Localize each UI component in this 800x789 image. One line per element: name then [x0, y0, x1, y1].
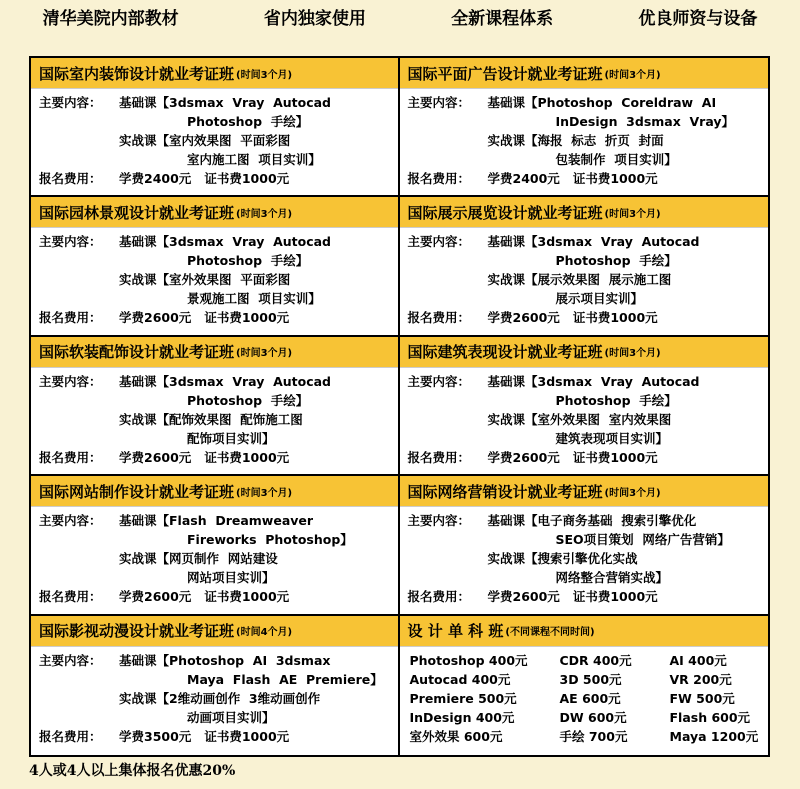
- course-title-bar: [31, 58, 398, 89]
- content-label: 主要内容：: [39, 373, 102, 389]
- course-title: 国际展示展览设计就业考证班: [407, 203, 603, 222]
- banner-item-1: 清华美院内部教材: [42, 8, 179, 29]
- content-label: 主要内容：: [39, 95, 102, 110]
- practice-row: [39, 549, 392, 568]
- basic-label: 基础课: [119, 234, 157, 250]
- fee-label: 报名费用：: [407, 589, 471, 605]
- course-title: 国际平面广告设计就业考证班: [407, 64, 603, 83]
- practice-label: 实战课: [487, 551, 526, 567]
- single-course-item: 手绘 700元: [559, 728, 628, 744]
- basic-line-1: 【3dsmax Vray Autocad: [156, 234, 331, 250]
- single-course-item: VR 200元: [669, 671, 732, 687]
- practice-label: 实战课: [487, 133, 526, 148]
- single-course-item: CDR 400元: [559, 652, 632, 668]
- practice-label: 实战课: [119, 272, 157, 288]
- practice-label: 实战课: [119, 133, 157, 148]
- practice-line-1: 【网页制作 网站建设: [156, 551, 278, 567]
- course-title: 国际影视动漫设计就业考证班: [39, 622, 235, 641]
- practice-line-2: 室内施工图 项目实训】: [187, 152, 321, 167]
- course-card: [31, 58, 400, 197]
- course-duration: (时间3个月): [236, 348, 293, 360]
- practice-row: [39, 270, 392, 289]
- basic-line-2: InDesign 3dsmax Vray】: [555, 114, 735, 129]
- group-discount-note: 4人或4人以上集体报名优惠20%: [29, 763, 236, 779]
- content-label: 主要内容：: [407, 95, 471, 110]
- course-duration: (时间3个月): [604, 208, 661, 220]
- practice-label: 实战课: [487, 411, 526, 427]
- practice-row: [39, 410, 392, 429]
- spacer: [408, 410, 488, 429]
- content-label: 主要内容：: [407, 373, 471, 389]
- course-body: [400, 228, 769, 327]
- basic-line-1: 【电子商务基础 搜索引擎优化: [525, 513, 697, 529]
- course-title-bar: [31, 476, 398, 507]
- fee-row: [408, 587, 763, 606]
- basic-line-2: Photoshop 手绘】: [187, 114, 309, 129]
- course-card: [31, 476, 400, 615]
- single-course-card: [400, 616, 769, 755]
- basic-line-1: 【3dsmax Vray Autocad: [156, 95, 331, 110]
- basic-label: 基础课: [119, 652, 157, 668]
- course-title-bar: [400, 476, 769, 507]
- course-title: 国际网络营销设计就业考证班: [407, 482, 603, 501]
- course-card: [400, 58, 769, 197]
- practice-line-2: 包装制作 项目实训】: [555, 152, 677, 167]
- practice-line-1: 【2维动画创作 3维动画创作: [156, 690, 321, 706]
- practice-line-2: 网站项目实训】: [187, 570, 275, 586]
- top-banner: [0, 0, 800, 32]
- course-title: 国际建筑表现设计就业考证班: [407, 343, 603, 362]
- content-label: 主要内容：: [39, 513, 102, 529]
- single-note: (不同课程不同时间): [505, 627, 595, 639]
- practice-line-2: 网络整合营销实战】: [555, 570, 669, 586]
- course-duration: (时间3个月): [604, 69, 661, 81]
- basic-line-2: Photoshop 手绘】: [555, 392, 677, 408]
- content-row: [39, 511, 392, 530]
- practice-line-1: 【海报 标志 折页 封面: [525, 133, 664, 148]
- basic-line-2: Photoshop 手绘】: [187, 253, 309, 269]
- fee-value: 学费2600元 证书费1000元: [119, 449, 290, 465]
- course-title: 国际室内装饰设计就业考证班: [39, 64, 235, 83]
- course-body: [31, 507, 398, 606]
- fee-value: 学费2600元 证书费1000元: [487, 310, 658, 326]
- fee-row: [39, 727, 392, 746]
- course-title-bar: [400, 337, 769, 368]
- course-card: [400, 197, 769, 336]
- course-card: [400, 337, 769, 476]
- course-body: [31, 368, 398, 467]
- fee-row: [408, 169, 763, 188]
- fee-value: 学费3500元 证书费1000元: [119, 728, 290, 744]
- fee-row: [39, 448, 392, 467]
- course-title-bar: [400, 197, 769, 228]
- fee-row: [408, 448, 763, 467]
- spacer: [408, 131, 488, 150]
- single-course-item: Maya 1200元: [669, 728, 759, 744]
- content-row: [408, 93, 763, 112]
- fee-row: [408, 308, 763, 327]
- course-duration: (时间3个月): [604, 487, 661, 499]
- practice-row: [39, 689, 392, 708]
- fee-label: 报名费用：: [39, 589, 102, 605]
- content-row: [39, 651, 392, 670]
- fee-value: 学费2400元 证书费1000元: [119, 171, 290, 186]
- content-label: 主要内容：: [39, 652, 102, 668]
- banner-item-3: 全新课程体系: [451, 8, 554, 29]
- practice-line-2: 建筑表现项目实训】: [555, 430, 669, 446]
- course-duration: (时间3个月): [604, 348, 661, 360]
- content-row: [408, 372, 763, 391]
- practice-line-1: 【室外效果图 室内效果图: [525, 411, 672, 427]
- single-course-item: Flash 600元: [669, 709, 751, 725]
- fee-value: 学费2600元 证书费1000元: [119, 589, 290, 605]
- course-title: 国际软装配饰设计就业考证班: [39, 343, 235, 362]
- basic-label: 基础课: [119, 373, 157, 389]
- single-course-item: FW 500元: [669, 690, 735, 706]
- basic-line-1: 【Photoshop Coreldraw AI: [525, 95, 717, 110]
- content-row: [39, 232, 392, 251]
- single-course-list: [400, 647, 769, 746]
- single-course-item: Autocad 400元: [409, 671, 511, 687]
- fee-row: [39, 169, 392, 188]
- basic-line-1: 【Flash Dreamweaver: [156, 513, 314, 529]
- spacer: [39, 131, 119, 150]
- fee-label: 报名费用：: [407, 449, 471, 465]
- practice-label: 实战课: [119, 411, 157, 427]
- single-course-item: 3D 500元: [559, 671, 622, 687]
- fee-label: 报名费用：: [407, 171, 471, 186]
- practice-line-2: 景观施工图 项目实训】: [187, 291, 321, 307]
- single-course-item: Premiere 500元: [409, 690, 517, 706]
- course-title-bar: [31, 337, 398, 368]
- basic-label: 基础课: [487, 95, 526, 110]
- basic-label: 基础课: [119, 513, 157, 529]
- fee-label: 报名费用：: [39, 728, 102, 744]
- banner-item-4: 优良师资与设备: [638, 8, 758, 29]
- basic-label: 基础课: [487, 373, 526, 389]
- basic-line-1: 【Photoshop AI 3dsmax: [156, 652, 331, 668]
- course-body: [31, 647, 398, 746]
- course-card: [400, 476, 769, 615]
- single-course-item: 室外效果 600元: [409, 728, 503, 744]
- practice-line-1: 【室内效果图 平面彩图: [156, 133, 291, 148]
- basic-label: 基础课: [487, 513, 526, 529]
- fee-label: 报名费用：: [39, 171, 102, 186]
- course-body: [31, 228, 398, 327]
- course-duration: (时间3个月): [236, 487, 293, 499]
- content-row: [408, 511, 763, 530]
- single-course-item: Photoshop 400元: [409, 652, 528, 668]
- content-label: 主要内容：: [407, 513, 471, 529]
- basic-label: 基础课: [487, 234, 526, 250]
- practice-line-1: 【配饰效果图 配饰施工图: [156, 411, 303, 427]
- fee-value: 学费2600元 证书费1000元: [119, 310, 290, 326]
- basic-line-2: SEO项目策划 网络广告营销】: [555, 532, 730, 548]
- course-card: [31, 337, 400, 476]
- course-duration: (时间4个月): [236, 627, 293, 639]
- basic-line-2: Fireworks Photoshop】: [187, 532, 353, 548]
- practice-row: [408, 549, 763, 568]
- basic-line-1: 【3dsmax Vray Autocad: [156, 373, 331, 389]
- single-course-item: AE 600元: [559, 690, 621, 706]
- practice-label: 实战课: [119, 551, 157, 567]
- spacer: [39, 270, 119, 289]
- practice-row: [408, 131, 763, 150]
- course-body: [400, 89, 769, 188]
- course-title: 国际园林景观设计就业考证班: [39, 203, 235, 222]
- basic-line-2: Maya Flash AE Premiere】: [187, 671, 383, 687]
- fee-label: 报名费用：: [39, 310, 102, 326]
- content-label: 主要内容：: [407, 234, 471, 250]
- course-title-bar: [31, 616, 398, 647]
- fee-label: 报名费用：: [407, 310, 471, 326]
- single-course-item: DW 600元: [559, 709, 627, 725]
- fee-row: [39, 308, 392, 327]
- course-title-bar: [31, 197, 398, 228]
- course-title-bar: [400, 58, 769, 89]
- practice-line-2: 展示项目实训】: [555, 291, 644, 307]
- single-course-item: InDesign 400元: [409, 709, 515, 725]
- course-card: [31, 197, 400, 336]
- banner-item-2: 省内独家使用: [263, 8, 366, 29]
- fee-label: 报名费用：: [39, 449, 102, 465]
- basic-label: 基础课: [119, 95, 157, 110]
- course-grid: [29, 56, 770, 757]
- fee-value: 学费2400元 证书费1000元: [487, 171, 658, 186]
- spacer: [39, 410, 119, 429]
- practice-line-1: 【展示效果图 展示施工图: [525, 272, 672, 288]
- practice-label: 实战课: [119, 690, 157, 706]
- course-title: 国际网站制作设计就业考证班: [39, 482, 235, 501]
- fee-value: 学费2600元 证书费1000元: [487, 589, 658, 605]
- basic-line-1: 【3dsmax Vray Autocad: [525, 234, 700, 250]
- course-body: [400, 507, 769, 606]
- single-title-bar: [400, 616, 769, 647]
- basic-line-2: Photoshop 手绘】: [187, 392, 309, 408]
- practice-row: [408, 410, 763, 429]
- course-body: [400, 368, 769, 467]
- practice-label: 实战课: [487, 272, 526, 288]
- course-duration: (时间3个月): [236, 69, 293, 81]
- basic-line-2: Photoshop 手绘】: [555, 253, 677, 269]
- basic-line-1: 【3dsmax Vray Autocad: [525, 373, 700, 389]
- practice-line-2: 动画项目实训】: [187, 709, 275, 725]
- content-row: [39, 372, 392, 391]
- practice-row: [408, 270, 763, 289]
- single-title: 设 计 单 科 班: [407, 622, 504, 641]
- spacer: [408, 270, 488, 289]
- course-body: [31, 89, 398, 188]
- practice-row: [39, 131, 392, 150]
- course-card: [31, 616, 400, 755]
- course-duration: (时间3个月): [236, 208, 293, 220]
- practice-line-1: 【搜索引擎优化实战: [525, 551, 638, 567]
- spacer: [39, 689, 119, 708]
- fee-row: [39, 587, 392, 606]
- fee-value: 学费2600元 证书费1000元: [487, 449, 658, 465]
- content-label: 主要内容：: [39, 234, 102, 250]
- content-row: [39, 93, 392, 112]
- content-row: [408, 232, 763, 251]
- spacer: [408, 549, 488, 568]
- single-course-item: AI 400元: [669, 652, 727, 668]
- practice-line-2: 配饰项目实训】: [187, 430, 275, 446]
- spacer: [39, 549, 119, 568]
- practice-line-1: 【室外效果图 平面彩图: [156, 272, 291, 288]
